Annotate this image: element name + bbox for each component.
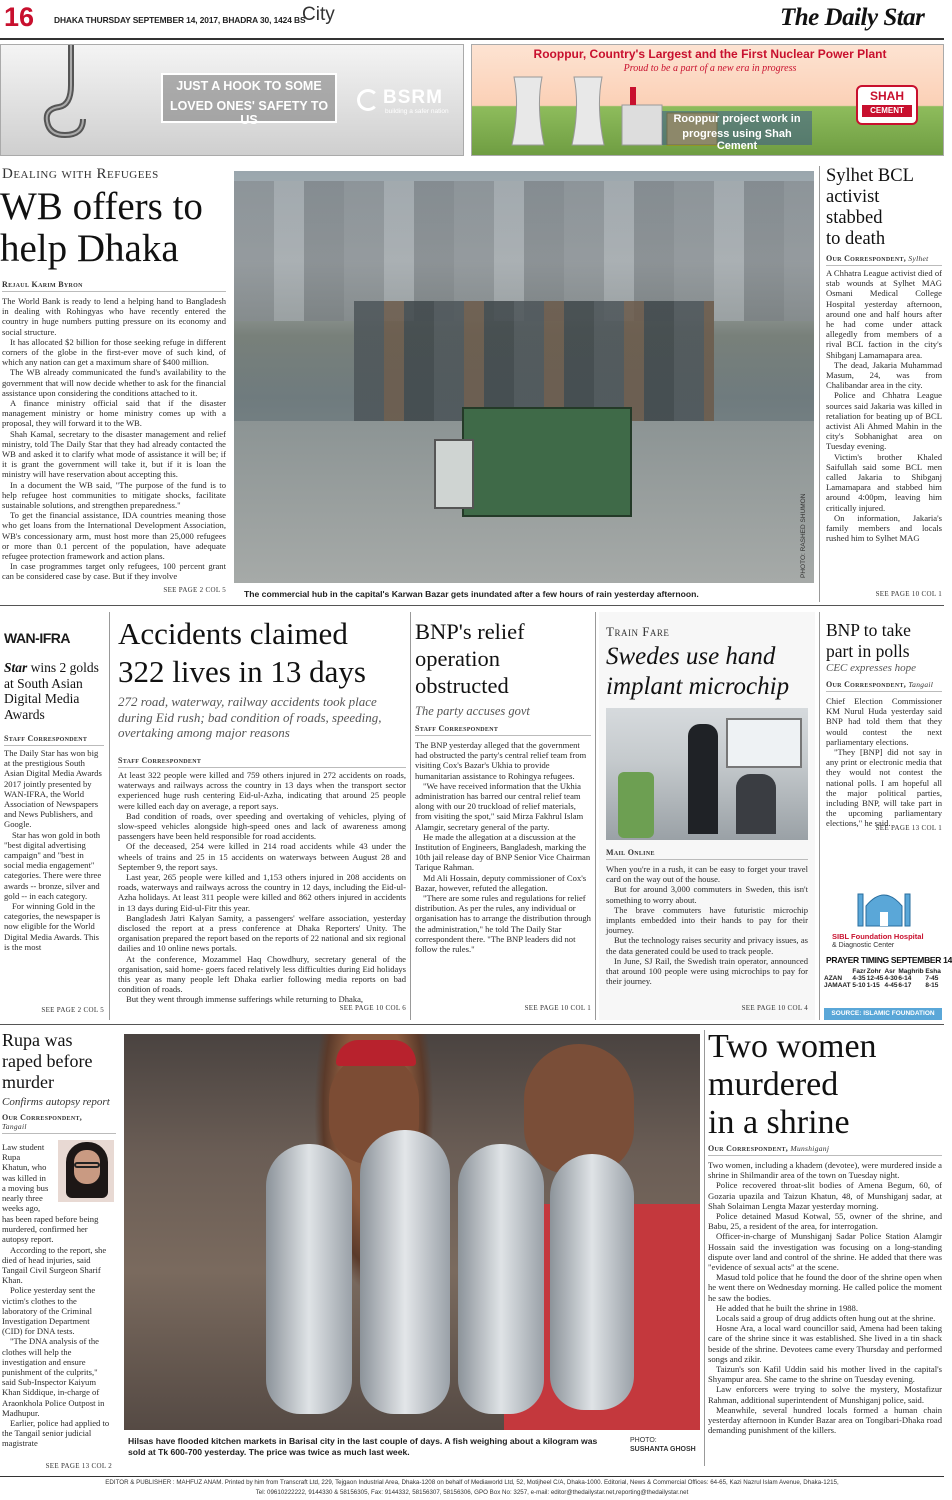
sylhet-see-page: SEE PAGE 10 COL 1 — [875, 590, 942, 598]
prayer-header-cell: Asr — [884, 968, 896, 975]
wanifra-headline-text: wins 2 golds at South Asian Digital Media Awards — [4, 660, 99, 722]
sylhet-headline-line: Sylhet BCL — [826, 166, 914, 186]
swedes-paragraph: But the technology raises security and privacy issues, as the data generated could be used to track people. — [606, 935, 808, 956]
sylhet-paragraph: The dead, Jakaria Muhammad Masum, 24, was from Chalibandar area in the city. — [826, 359, 942, 391]
photo-buildings — [234, 181, 814, 321]
wb-paragraph: The WB already communicated the fund's availability to the government that will now decide whether to ask for the financial assistance upon considering the conditions attached to it. — [2, 367, 226, 398]
bnp-relief-body — [415, 740, 591, 1002]
wb-paragraph: The World Bank is ready to lend a helping hand to Bangladesh in dealing with Rohingyas who have recently entered the country in huge numbers putting pressure on its economy and social structure. — [2, 296, 226, 337]
karwan-caption: The commercial hub in the capital's Karwan Bazar gets inundated after a few hours of rain yesterday afternoon. — [244, 589, 699, 599]
photo-vendor-cap — [336, 1040, 416, 1066]
photo-fish-4 — [550, 1154, 634, 1410]
sylhet-byline — [826, 254, 942, 266]
swedes-body — [606, 864, 808, 1002]
photo-seat — [618, 772, 654, 838]
accidents-byline: Staff Correspondent — [118, 756, 406, 768]
prayer-row — [824, 975, 942, 982]
photo-train-window — [726, 718, 802, 768]
wanifra-paragraph: For winning Gold in the categories, the newspaper is now eligible for the World Digital Media Awards. This is the most — [4, 901, 101, 952]
bnp-polls-paragraph: "They [BNP] did not say in any print or electronic media that they would not contest the national polls. I am hopeful all the major political parties, including BNP, will take part in the upcoming parliamentary elections," he said. — [826, 747, 942, 829]
prayer-header-cell: Fazr — [852, 968, 866, 975]
accidents-paragraph: Of the deceased, 254 were killed in 214 road accidents while 43 under the wheels of trains and 25 in 15 accidents on waterways between August 28 and September 9, the report says. — [118, 841, 406, 872]
swedes-paragraph: But for around 3,000 commuters in Sweden, this isn't something to worry about. — [606, 884, 808, 905]
swedes-paragraph: The brave commuters have futuristic microchip implants embedded into their hands to pay for their journey. — [606, 904, 808, 936]
photo-market-roofs — [354, 301, 714, 421]
wb-paragraph: In case programmes target only refugees, 100 percent grant can be considered case by case. But if they involve — [2, 561, 226, 582]
shah-line1: Rooppur project work in — [673, 113, 801, 125]
prayer-sponsor-line1: SIBL Foundation Hospital — [832, 932, 924, 941]
shrine-byline-name: Our Correspondent, — [708, 1144, 789, 1153]
shrine-headline — [708, 1028, 942, 1142]
sylhet-paragraph: Victim's brother Khaled Saifullah said some BCL men called Jakaria to Shibganj Lamamapara and stabbed him around 4:00pm, leaving him critically injured. — [826, 451, 942, 513]
wb-headline-line1: WB offers to — [0, 185, 203, 228]
masthead-logo: The Daily Star — [780, 4, 925, 31]
rupa-headline-line: Rupa was — [2, 1030, 73, 1050]
swedes-headline-line1: Swedes use hand — [606, 643, 776, 670]
shrine-paragraph: Locals said a group of drug addicts often hung out at the shrine. — [716, 1313, 936, 1324]
wanifra-paragraph: The Daily Star has won big at the prestigious South Asian Digital Media Awards 2017 jointly presented by WAN-IFRA, the World Association of Newspapers and News Publishers, and Google. — [4, 748, 102, 830]
wanifra-byline: Staff Correspondent — [4, 734, 104, 746]
shah-brand2: CEMENT — [862, 105, 912, 117]
bnp-polls-paragraph: Chief Election Commissioner KM Nurul Huda yesterday said BNP had told them that they would contest the next parliamentary elections. — [826, 696, 942, 747]
hilsa-credit-line2: SUSHANTA GHOSH — [630, 1446, 696, 1453]
shrine-headline-line: in a shrine — [708, 1104, 850, 1141]
sylhet-paragraph: A Chhatra League activist died of stab wounds at Sylhet MAG Osmani Medical College Hospital yesterday afternoon, around one and half hours after he had come under attack allegedly from members of a rival BCL faction in the city's Shibganj Lamamapara area. — [826, 268, 942, 360]
bnp-polls-byline-name: Our Correspondent, — [826, 680, 907, 689]
rupa-headline-line: raped before — [2, 1051, 93, 1071]
mosque-icon — [854, 880, 914, 928]
prayer-cell: 4-30 — [884, 975, 898, 982]
rupa-intro-line: nearly three — [2, 1193, 43, 1204]
bnp-relief-paragraph: Md Ali Hossain, deputy commissioner of Cox's Bazar, however, refuted the allegation. — [415, 872, 587, 893]
prayer-source: SOURCE: ISLAMIC FOUNDATION — [824, 1008, 942, 1020]
shrine-paragraph: Police detained Masud Kotwal, 55, owner of the shrine, and Babu, 25, a resident of the area, for interrogation. — [708, 1211, 942, 1232]
wb-paragraph: To get the financial assistance, IDA countries meaning those who get loans from the International Development Association, WB's concessionary arm, must host more than 25,000 refugees or more than 0.1 percent of the population, have adequate refugee protection framework and action plans. — [2, 510, 226, 562]
bsrm-line1: JUST A HOOK TO SOME — [176, 79, 322, 93]
rupa-paragraph: Police yesterday sent the victim's clothes to the laboratory of the Criminal Investigation Department (CID) for DNA tests. — [2, 1285, 96, 1337]
bnp-relief-headline-line: obstructed — [415, 673, 509, 698]
prayer-header-cell: Esha — [925, 968, 941, 975]
accidents-see-page: SEE PAGE 10 COL 6 — [339, 1004, 406, 1012]
rupa-intro-line: weeks ago, — [2, 1203, 41, 1214]
wb-byline: Rejaul Karim Byron — [2, 280, 226, 292]
prayer-cell: AZAN — [824, 975, 843, 982]
rupa-intro — [2, 1142, 58, 1213]
wb-kicker: Dealing with Refugees — [2, 166, 159, 182]
prayer-header-cell: Zohr — [866, 968, 882, 975]
bnp-relief-see-page: SEE PAGE 10 COL 1 — [524, 1004, 591, 1012]
photo-fish-1 — [266, 1144, 352, 1414]
prayer-cell: 4-45 — [884, 982, 898, 989]
swedes-paragraph: In June, SJ Rail, the Swedish train operator, announced that around 100 people were using microchips to pay for their journey. — [606, 955, 808, 987]
sylhet-byline-name: Our Correspondent, — [826, 254, 907, 263]
shah-brand1: SHAH — [869, 89, 904, 103]
wanifra-body — [4, 748, 104, 1004]
section-rule — [0, 1024, 944, 1025]
prayer-header-cell — [824, 968, 852, 975]
masthead — [0, 0, 944, 40]
rupa-see-page: SEE PAGE 13 COL 2 — [45, 1462, 112, 1470]
prayer-header-cell: Maghrib — [898, 968, 924, 975]
shah-cement-ad — [471, 44, 944, 156]
bnp-polls-subhead: CEC expresses hope — [826, 662, 917, 674]
shah-line2: progress using Shah Cement — [682, 128, 792, 152]
sylhet-byline-place: Sylhet — [908, 254, 929, 263]
rupa-byline-name: Our Correspondent, — [2, 1113, 83, 1122]
accidents-paragraph: At the conference, Mozammel Haq Chowdhury, secretary general of the organisation, said home- goers faced relatively less difficulties during Eid holidays this year as many people left Dhaka earlier following media reports on bad condition of roads. — [118, 953, 406, 995]
shah-logo — [856, 85, 918, 125]
star-wordmark: Star — [4, 660, 28, 675]
photo-attendant — [688, 724, 718, 834]
sylhet-headline-line: stabbed — [826, 208, 883, 228]
prayer-cell: JAMAAT — [824, 982, 851, 989]
column-rule — [595, 612, 596, 1020]
bnp-relief-paragraph: "We have received information that the Ukhia administration has barred our central relief team along with our 20 truckload of relief materials, from visiting the spot," said Mirza Fakhrul Islam Alamgir, secretary general of the party. — [415, 780, 584, 832]
footer-imprint-line1: EDITOR & PUBLISHER : MAHFUZ ANAM. Printed by him from Transcraft Ltd, 229, Tejgaon Industrial Area, Dhaka-1208 on behalf of Mediaworld Ltd, 52, Motijheel C/A, Dhaka-1000. Editorial, News & Commercial Offices: 64-65, Kazi Nazrul Islam Avenue, Dhaka-1215, — [105, 1479, 839, 1486]
rupa-paragraph: has been raped before being murdered, confirmed her autopsy report. — [2, 1214, 99, 1245]
swedes-see-page: SEE PAGE 10 COL 4 — [741, 1004, 808, 1012]
masthead-rule — [0, 38, 944, 40]
accidents-paragraph: Bangladesh Jatri Kalyan Samity, a passengers' welfare association, yesterday disclosed the report at a press conference at Dhaka Reporters' Unity. The organisation prepared the report based on the reports of 22 national and six regional dailies and 10 online news portals. — [118, 912, 406, 954]
rupa-byline — [2, 1113, 116, 1134]
rupa-intro-line: a moving bus — [2, 1182, 49, 1193]
prayer-table — [824, 968, 942, 989]
shrine-paragraph: Two women, including a khadem (devotee), were murdered inside a shrine in Shilmandir area of the town on Tuesday night. — [708, 1160, 942, 1181]
hilsa-photo — [124, 1034, 700, 1430]
bnp-relief-headline — [415, 618, 591, 699]
wanifra-logo-box — [4, 630, 104, 654]
accidents-subhead: 272 road, waterway, railway accidents took place during Eid rush; bad condition of roads, speeding, overtaking among major reasons — [118, 694, 382, 740]
accidents-body — [118, 770, 406, 1005]
rupa-paragraph: Earlier, police had applied to the Tangail senior judicial magistrate — [2, 1418, 110, 1449]
photo-fish-3 — [458, 1144, 544, 1414]
column-rule — [109, 612, 110, 1020]
bnp-polls-headline-line1: BNP to take — [826, 620, 911, 640]
column-rule — [410, 612, 411, 1020]
rupa-paragraph: "The DNA analysis of the clothes will help the investigation and ensure punishment of the culprits," said Sub-Inspector Kaiyum Khan Siddique, in-charge of Araonkhola Police Outpost in Madhupur. — [2, 1336, 105, 1418]
wb-see-page: SEE PAGE 2 COL 5 — [163, 586, 226, 594]
prayer-cell: 4-35 — [852, 975, 866, 982]
photo-truck — [462, 407, 632, 517]
sylhet-headline-line: activist — [826, 187, 880, 207]
sylhet-headline-line: to death — [826, 229, 886, 249]
section-rule — [0, 605, 944, 606]
accidents-headline-line2: 322 lives in 13 days — [118, 654, 366, 689]
swedes-kicker: Train Fare — [606, 624, 670, 639]
shrine-paragraph: Taizun's son Kafil Uddin said his mother lived in the capital's Shyampur area. She came to the shrine on Tuesday evening. — [708, 1364, 942, 1385]
rupa-intro-line: Law student — [2, 1142, 45, 1152]
prayer-cell: 12-45 — [866, 975, 884, 982]
swedes-byline: Mail Online — [606, 848, 808, 860]
wb-paragraph: In a document the WB said, "The purpose of the fund is to help refugee host communities to mitigate shocks, facilitate sustainable solutions, and strengthen preparedness." — [2, 479, 226, 511]
shrine-paragraph: Masud told police that he found the door of the shrine open when he went there on Wednesday morning. He called police the moment he saw the bodies. — [708, 1272, 942, 1303]
bnp-relief-subhead: The party accuses govt — [415, 704, 530, 718]
rupa-intro-line: Khatun, who — [2, 1162, 47, 1173]
prayer-cell: 1-15 — [866, 982, 880, 989]
swedes-headline-line2: implant microchip — [606, 673, 790, 700]
prayer-cell: 7-45 — [925, 975, 939, 982]
sylhet-paragraph: On information, Jakaria's family members and locals rushed him to Sylhet MAG — [826, 512, 942, 544]
shrine-headline-line: murdered — [708, 1066, 839, 1103]
shrine-body — [708, 1160, 942, 1466]
prayer-title: PRAYER TIMING SEPTEMBER 14 — [826, 955, 952, 965]
wanifra-see-page: SEE PAGE 2 COL 5 — [41, 1006, 104, 1014]
rupa-headline — [2, 1030, 118, 1093]
shah-ad-title: Rooppur, Country's Largest and the First Nuclear Power Plant — [533, 47, 887, 61]
shrine-paragraph: Hosne Ara, a local ward councillor said, Amena had been taking care of the shrine since it was established. She lived in a tin shack beside of the shrine. Devotees came every Thursday and performed songs and zikir. — [708, 1323, 942, 1364]
footer-imprint-line2: Tel: 09610222222, 9144330 & 58156305, Fax: 9144332, 58156307, 58156306, GPO Box No: 3257, e-mail: editor@thedailystar.net,reporting@thedailystar.net — [255, 1489, 689, 1496]
bnp-relief-paragraph: The BNP yesterday alleged that the government had obstructed the party's central relief team from visiting Cox's Bazar's Ukhia to provide humanitarian assistance to Rohingya refugees. — [415, 740, 587, 781]
hilsa-credit-line1: PHOTO: — [630, 1437, 657, 1444]
shrine-headline-line: Two women — [708, 1028, 877, 1065]
shah-ad-subtitle: Proud to be a part of a new era in progress — [623, 63, 797, 74]
photo-fish-2 — [360, 1130, 450, 1414]
prayer-header-row — [824, 968, 942, 975]
wb-body — [2, 296, 226, 586]
bnp-relief-headline-line: operation — [415, 646, 500, 671]
shrine-byline-place: Munshiganj — [790, 1144, 830, 1153]
page-number: 16 — [4, 2, 35, 32]
rupa-byline-place: Tangail — [2, 1122, 27, 1131]
photo-vendor-head-right — [524, 1044, 634, 1174]
wanifra-logo: WAN-IFRA — [4, 630, 70, 646]
dateline: DHAKA THURSDAY SEPTEMBER 14, 2017, BHADRA 30, 1424 BS — [54, 15, 306, 25]
sylhet-headline — [826, 166, 942, 250]
bnp-polls-byline-place: Tangail — [908, 680, 934, 689]
shrine-paragraph: Law enforcers were trying to solve the mystery, Mostafizur Rahman, additional superintendent of Munshiganj police, said. — [708, 1384, 942, 1405]
accidents-headline-line1: Accidents claimed — [118, 616, 348, 651]
hook-illustration — [31, 45, 111, 157]
bsrm-ad — [0, 44, 464, 156]
photo-passenger — [736, 774, 776, 834]
prayer-cell: 6-14 — [898, 975, 912, 982]
portrait-glasses — [74, 1162, 100, 1168]
wb-paragraph: A finance ministry official said that if the disaster management ministry or home ministry comes up with a proposal, they will forward it to the WB. — [2, 398, 226, 429]
wanifra-headline — [4, 660, 104, 722]
sylhet-paragraph: Police and Chhatra League sources said Jakaria was killed in retaliation for beating up of BCL activist Ali Ahmed Mahin in the city's Sobhanighat area on Tuesday evening. — [826, 390, 942, 452]
accidents-paragraph: Bad condition of roads, over speeding and overtaking of vehicles, plying of slow-speed vehicles alongside high-speed ones and lack of awareness among passengers have been held responsible for road accidents. — [118, 810, 406, 842]
bnp-relief-headline-line: BNP's relief — [415, 619, 525, 644]
bnp-polls-see-page: SEE PAGE 13 COL 1 — [875, 824, 942, 832]
prayer-timing-box — [824, 880, 952, 1022]
bnp-polls-headline-line2: part in polls — [826, 641, 910, 661]
bnp-relief-byline: Staff Correspondent — [415, 724, 591, 736]
sylhet-body — [826, 268, 942, 588]
prayer-cell: 5-10 — [852, 982, 866, 989]
wb-paragraph: It has allocated $2 billion for those seeking refuge in different corners of the globe in the first-ever move of such kind, of which any nation can get a maximum share of $400 million. — [2, 336, 226, 368]
prayer-cell: 8-15 — [925, 982, 939, 989]
column-rule — [819, 612, 820, 1020]
column-rule — [704, 1030, 705, 1466]
shrine-paragraph: Meanwhile, several hundred locals formed a human chain yesterday afternoon in Kunder Bazar area on Tongibari-Dhaka road demanding punishment of the killers. — [708, 1404, 942, 1436]
section-label: City — [302, 4, 335, 25]
accidents-paragraph: Last year, 265 people were killed and 1,153 others injured in 208 accidents on roads, waterways and railways across the country in 12 days, including the Eid-ul-Azha holidays. At least 311 people were killed and 862 others injured in accidents in 13 days during Eid-ul-Fitr this year. — [118, 872, 406, 913]
bsrm-brand: BSRM — [383, 87, 443, 108]
rupa-headline-line: murder — [2, 1072, 54, 1092]
rupa-intro-line: was killed in — [2, 1172, 46, 1183]
accidents-paragraph: At least 322 people were killed and 759 others injured in 272 accidents on roads, waterways and railways across the country in 13 days when the transport sector experienced huge rush centering Eid-ul-Azha, indicating that around 25 people were killed each day on average, a report says. — [118, 770, 406, 811]
karwan-bazar-photo — [234, 171, 814, 583]
wanifra-paragraph: Star has won gold in both "best digital advertising campaign" and "best in social media engagement" categories. There were three awards -- bronze, silver and gold -- in each category. — [4, 829, 102, 901]
train-microchip-photo — [606, 708, 808, 840]
rupa-paragraph: According to the report, she died of head injuries, said Tangail Civil Surgeon Sharif Khan. — [2, 1244, 107, 1286]
wb-headline-line2: help Dhaka — [0, 227, 179, 270]
shrine-paragraph: Police recovered throat-slit bodies of Amena Begum, 60, of Gozaria upazila and Taizun Khatun, 48, of Munshiganj sadar, at Shah Solaiman Lengta Mazar yesterday morning. — [708, 1180, 942, 1211]
bnp-relief-paragraph: "There are some rules and regulations for relief distribution. As per the rules, any individual or organisation has to arrange the distribution through the administration," he told The Daily Star correspondent there. "The BNP leaders did not follow the rules." — [415, 893, 591, 955]
prayer-row — [824, 982, 942, 989]
photo-truck-cab — [434, 439, 474, 509]
bnp-polls-byline — [826, 680, 942, 692]
hilsa-caption: Hilsas have flooded kitchen markets in Barisal city in the last couple of days. A fish weighing about a kilogram was sold at Tk 600-700 yesterday. The price was twice as much last week. — [128, 1436, 598, 1457]
bsrm-logo-icon — [357, 89, 379, 111]
shrine-paragraph: Officer-in-charge of Munshiganj Sadar Police Station Alamgir Hossain said the investigation was focusing on a long-standing dispute over land and control of the shrine. He added that there was "evidence of sexual acts" at the scene. — [708, 1231, 942, 1273]
rupa-portrait — [58, 1140, 114, 1202]
rupa-subhead: Confirms autopsy report — [2, 1096, 110, 1108]
bsrm-tagline: building a safer nation — [385, 108, 449, 115]
rupa-body — [2, 1214, 112, 1460]
swedes-paragraph: When you're in a rush, it can be easy to forget your travel card on the way out of the house. — [606, 864, 808, 885]
accidents-paragraph: But they went through immense sufferings while returning to Dhaka, — [126, 994, 364, 1005]
prayer-cell: 6-17 — [898, 982, 912, 989]
wb-paragraph: Shah Kamal, secretary to the disaster management and relief ministry, told The Daily Star that they had already contacted the WB and asked it to clarify what mode of assistance it will be; if it is grant the government will take it, but if it is loan the ministry will have reservation about accepting this. — [2, 428, 226, 480]
prayer-sponsor-line2: & Diagnostic Center — [832, 942, 895, 949]
shrine-byline — [708, 1144, 942, 1156]
shrine-paragraph: He added that he built the shrine in 1988. — [716, 1302, 859, 1313]
column-rule — [819, 166, 820, 602]
bsrm-line2: LOVED ONES' SAFETY TO US — [169, 99, 329, 127]
footer-rule — [0, 1476, 944, 1477]
karwan-photo-credit: PHOTO: RASHED SHUMON — [800, 493, 807, 578]
rupa-intro-line: Rupa — [2, 1152, 21, 1163]
bnp-relief-paragraph: He made the allegation at a discussion at the Institution of Engineers, Bangladesh, marking the 10th jail release day of BNP Senior Vice Chairman Tarique Rahman. — [415, 831, 591, 873]
